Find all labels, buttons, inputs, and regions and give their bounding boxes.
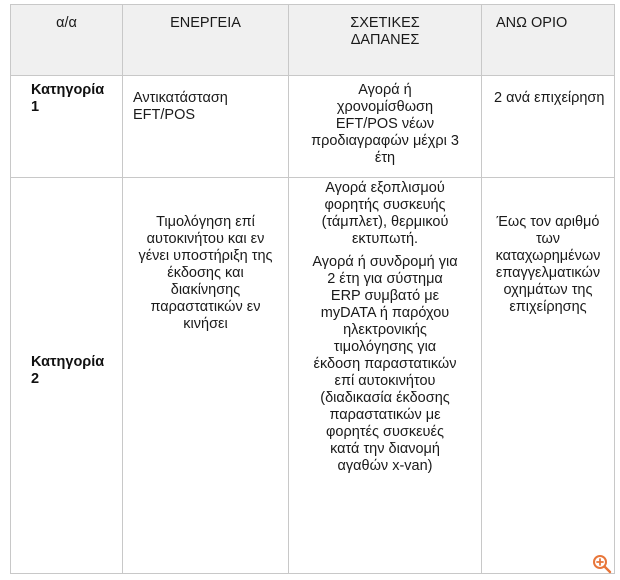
row1-ano-orio: 2 ανά επιχείρηση: [494, 90, 605, 106]
header-energeia: ΕΝΕΡΓΕΙΑ: [170, 15, 241, 31]
row2-energeia-cell: [123, 178, 289, 574]
header-cell-energeia: [123, 5, 289, 76]
row1-category: Κατηγορία 1: [31, 82, 105, 115]
header-sxetikes: ΣΧΕΤΙΚΕΣ ΔΑΠΑΝΕΣ: [350, 15, 420, 48]
header-aa: α/α: [56, 15, 77, 31]
row2-ano-orio-cell: [482, 178, 615, 574]
table-row: [11, 178, 615, 574]
row2-sxetikes: [289, 178, 481, 477]
header-ano-orio: ΑΝΩ ΟΡΙΟ: [496, 15, 568, 31]
row1-energeia-cell: [123, 76, 289, 178]
row2-category: Κατηγορία 2: [31, 353, 105, 387]
header-cell-aa: [11, 5, 123, 76]
row2-sxetikes-part2: Αγορά ή συνδρομή για 2 έτη για σύστημα ERP συμβατό με myDATA ή παρόχου ηλεκτρονικής τιμολόγησης για έκδοση παραστατικών επί αυτοκινήτου (διαδικασία έκδοσης παραστατικών με φορητές συσκευές κατά την διανομή αγαθών x-van): [312, 254, 458, 474]
row2-energeia: Τιμολόγηση επί αυτοκινήτου και εν γένει υποστήριξη της έκδοσης και διακίνησης παραστατικών εν κινήσει: [138, 214, 273, 332]
actions-table: [10, 4, 615, 574]
table-row: [11, 76, 615, 178]
zoom-in-icon[interactable]: [592, 554, 612, 574]
row1-ano-orio-cell: [482, 76, 615, 178]
row1-sxetikes-cell: [289, 76, 482, 178]
row1-category-cell: [11, 76, 123, 178]
row2-category-cell: [11, 178, 123, 574]
row1-energeia: Αντικατάσταση EFT/POS: [133, 90, 228, 123]
header-cell-sxetikes: [289, 5, 482, 76]
row1-sxetikes: Αγορά ή χρονομίσθωση EFT/POS νέων προδιαγραφών μέχρι 3 έτη: [311, 82, 459, 166]
row2-ano-orio: Έως τον αριθμό των καταχωρημένων επαγγελματικών οχημάτων της επιχείρησης: [495, 214, 601, 315]
row2-sxetikes-cell: [289, 178, 482, 574]
table-header-row: [11, 5, 615, 76]
header-cell-ano-orio: [482, 5, 615, 76]
row2-sxetikes-part1: Αγορά εξοπλισμού φορητής συσκευής (τάμπλετ), θερμικού εκτυπωτή.: [321, 180, 449, 247]
